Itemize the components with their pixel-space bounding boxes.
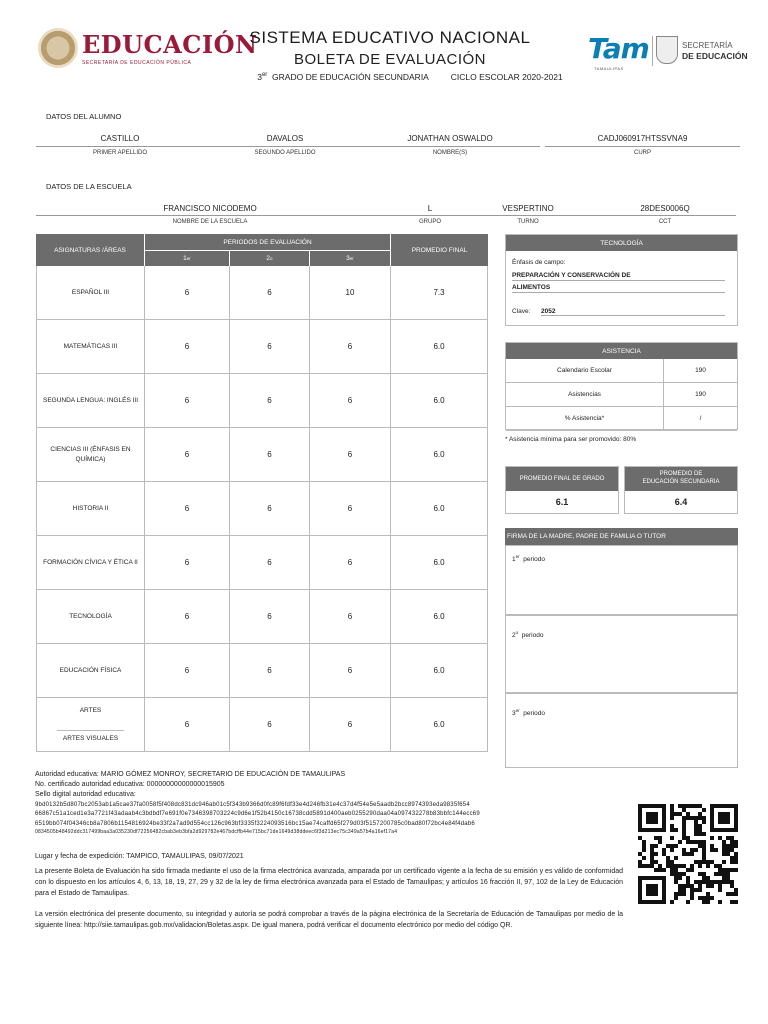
average-cell: 6.0 [391,644,488,698]
period-3-sup: er [349,256,354,261]
average-cell: 6.0 [391,320,488,374]
educacion-label: DE EDUCACIÓN [682,51,748,61]
signature-period-1-label [512,554,545,563]
period-3-cell: 6 [310,536,391,590]
subject-name: FORMACIÓN CÍVICA Y ÉTICA II [43,558,138,566]
subject-subarea: ARTES VISUALES [57,730,124,743]
period-1-cell: 6 [145,428,230,482]
period-2-cell: 6 [230,536,310,590]
group-label: GRUPO [418,219,441,225]
legal-paragraph-2: La versión electrónica del presente documento, su integridad y autoría se podrá comprobar a través de la página electrónica de la Secretaría de Educación de Tamaulipas por medio de la siguiente línea: http://siie.tamaulipas.gob.mx/validacion/Boletas.aspx. De igual manera, podrá verificar el documento electrónico por medio del código QR. [35,911,623,929]
attendance-title: ASISTENCIA [506,343,737,359]
period-1-header [145,251,230,266]
period-2-sup: o [270,256,273,261]
sig1-text: periodo [523,556,545,564]
student-section-label: DATOS DEL ALUMNO [46,112,122,121]
shift-label: TURNO [517,219,539,225]
sig2-sup: o [515,630,519,635]
period-3-num: 3 [346,255,350,262]
period-2-cell: 6 [230,266,310,320]
subject-cell [36,482,145,536]
page-subtitle: BOLETA DE EVALUACIÓN [294,51,486,68]
signature-title: FIRMA DE LA MADRE, PADRE DE FAMILIA O TUTOR [505,528,738,545]
first-surname-label: PRIMER APELLIDO [92,150,148,156]
key-value: 2052 [541,308,725,316]
period-3-cell: 6 [310,590,391,644]
subject-cell [36,590,145,644]
subject-name: MATEMÁTICAS III [63,342,118,350]
sig2-text: periodo [521,632,544,640]
period-3-cell: 6 [310,320,391,374]
logo-education-word: EDUCACIÓN [82,30,258,59]
logo-divider [652,36,653,66]
average-cell: 7.3 [391,266,488,320]
key-label: Clave: [512,308,531,315]
grade-cycle-line [220,72,600,82]
period-3-cell: 6 [310,698,391,752]
digital-seal-line-3: 6519bb074f04346cb8a7806b1154816924be33f2a7ad9d554cc126c963bf3335f3224093516bc15ae74caffd65f279d03f5157200785c0bad80f72bc4e84f4dab6 [35,820,475,827]
period-3-cell: 10 [310,266,391,320]
school-cycle: CICLO ESCOLAR 2020-2021 [450,72,563,82]
digital-seal-line-1: 9bd0132b5d807bc2053ab1a5cae37fa0058f5f408dc831dc946ab01c5f343b9366d0fc89f6fdf33e4d246fb31e4c37d4f54e5e5aadb2bcc8974393eda9835f654 [35,802,470,808]
state-shield-icon [656,36,678,64]
average-cell: 6.0 [391,428,488,482]
grade-average-box [505,466,619,514]
period-3-cell: 6 [310,374,391,428]
sig3-sup: er [515,708,520,713]
attendance-value: 190 [664,383,737,407]
secondary-average-value: 6.4 [674,497,688,507]
footer-authority-block [35,770,625,800]
secretaria-label: SECRETARÍA [682,41,733,50]
tamaulipas-logo [588,30,748,74]
signature-period-3[interactable] [505,693,738,768]
period-2-cell: 6 [230,374,310,428]
grade-average-value: 6.1 [555,497,569,507]
authority-line: Autoridad educativa: MARIO GÓMEZ MONROY, SECRETARIO DE EDUCACIÓN DE TAMAULIPAS [35,771,346,778]
period-1-cell: 6 [145,644,230,698]
given-names: JONATHAN OSWALDO [407,134,493,143]
cct-label: CCT [658,219,672,225]
technology-title: TECNOLOGÍA [506,235,737,251]
period-2-header [230,251,310,266]
school-section-label: DATOS DE LA ESCUELA [46,182,132,191]
subject-name: SEGUNDA LENGUA: INGLÉS III [43,396,138,404]
subject-name: HISTORIA II [72,504,109,512]
tam-logo-sub: TAMAULIPAS [594,66,624,71]
period-2-cell: 6 [230,590,310,644]
period-1-cell: 6 [145,266,230,320]
given-names-label: NOMBRE(S) [432,150,468,156]
mexico-seal-icon [38,28,78,68]
periods-header: PERIODOS DE EVALUACIÓN [145,234,391,251]
legal-paragraph-1: La presente Boleta de Evaluación ha sido firmada mediante el uso de la firma electrónica avanzada, amparada por un certificado vigente a la fecha de su emisión y es válido de conformidad con lo dispuesto en los artículos 4, 6, 13, 18, 19, 27, 29 y 32 de la ley de firma electrónica avanzada para el Estado de Tamaulipas; y artículos 16 fracción II, 97, 102 de la Ley de Educación para el Estado de Tamaulipas. [35,868,623,897]
signature-box [505,528,738,768]
subject-cell [36,266,145,320]
period-1-cell: 6 [145,698,230,752]
subject-cell [36,374,145,428]
qr-code-icon[interactable] [638,804,738,904]
average-cell: 6.0 [391,698,488,752]
period-2-cell: 6 [230,320,310,374]
school-rule [36,215,736,216]
secondary-average-label-2: EDUCACIÓN SECUNDARIA [642,479,720,485]
subject-cell [36,644,145,698]
period-2-cell: 6 [230,644,310,698]
average-header: PROMEDIO FINAL [391,234,488,266]
page-title: SISTEMA EDUCATIVO NACIONAL [249,28,531,47]
subjects-header: ASIGNATURAS /ÁREAS [36,234,145,266]
sig3-num: 3 [512,710,516,718]
period-1-sup: er [186,256,191,261]
subject-name: CIENCIAS III (ÉNFASIS EN QUÍMICA) [50,446,131,463]
period-2-cell: 6 [230,698,310,752]
attendance-box [505,342,738,430]
period-3-cell: 6 [310,482,391,536]
grades-table [36,234,488,754]
subject-cell [36,536,145,590]
first-surname: CASTILLO [100,134,140,143]
second-surname-label: SEGUNDO APELLIDO [254,150,316,156]
attendance-value: / [664,407,737,431]
cct-value: 28DES0006Q [640,204,690,213]
period-3-cell: 6 [310,644,391,698]
focus-line-2: ALIMENTOS [512,284,725,293]
signature-period-2-label [512,630,543,639]
secondary-average-header [625,467,737,491]
subject-name: ARTES [79,707,102,715]
period-2-num: 2 [266,255,271,262]
curp-rule [545,146,740,147]
average-cell: 6.0 [391,536,488,590]
digital-seal [35,801,625,837]
subject-name: EDUCACIÓN FÍSICA [59,666,122,674]
sig1-sup: er [515,554,520,559]
seal-label: Sello digital autoridad educativa: [35,791,136,799]
focus-line-1: PREPARACIÓN Y CONSERVACIÓN DE [512,272,725,281]
subject-cell [36,428,145,482]
period-1-cell: 6 [145,482,230,536]
period-1-cell: 6 [145,590,230,644]
grade-sup: er [261,72,268,79]
digital-seal-line-2: 66867c51a1ced1e3a7721f43adaab4c3bdbdf7e691f0e7346398703224c9d6e1f52b4150c16738cdd5891d400aeb0255290daa04a097432278b83bbfc144ecc69 [35,811,480,818]
secondary-average-label-1: PROMEDIO DE [659,471,703,478]
grade-average-label: PROMEDIO FINAL DE GRADO [506,467,618,491]
period-2-cell: 6 [230,428,310,482]
attendance-label: Calendario Escolar [506,359,664,383]
sig1-num: 1 [512,556,516,564]
second-surname: DAVALOS [266,134,304,143]
signature-period-3-label [512,708,545,717]
shift-value: VESPERTINO [502,204,554,213]
technology-box [505,234,738,326]
tam-logo-word: Tam [588,32,649,65]
curp-label: CURP [633,150,651,156]
period-3-cell: 6 [310,428,391,482]
certificate-line: No. certificado autoridad educativa: 00000000000000015905 [35,781,225,789]
subject-name: ESPAÑOL III [71,288,110,296]
focus-label: Énfasis de campo: [512,259,566,266]
period-3-header [310,251,391,266]
period-1-num: 1 [183,255,187,262]
subject-cell [36,320,145,374]
subject-name: TECNOLOGÍA [69,612,112,620]
average-cell: 6.0 [391,590,488,644]
digital-seal-line-4: 0834505b48492ddc317499baa3a035230df72256482cbab3eb3bfa2d929782e467bdcffb44e715bc71de1649d38ddeec6f3d213ec75c349a57b4a16ef17a4 [35,828,398,835]
period-1-cell: 6 [145,320,230,374]
logo-education-sub: SECRETARÍA DE EDUCACIÓN PÚBLICA [82,60,192,66]
signature-period-1[interactable] [505,545,738,615]
attendance-label: % Asistencia* [506,407,664,431]
student-rule [36,146,540,147]
period-1-cell: 6 [145,374,230,428]
signature-period-2[interactable] [505,615,738,693]
sig2-num: 2 [512,632,516,640]
attendance-label: Asistencias [506,383,664,407]
period-1-cell: 6 [145,536,230,590]
period-2-cell: 6 [230,482,310,536]
grade-number: 3 [257,72,262,82]
attendance-note: * Asistencia mínima para ser promovido: 80% [505,436,637,443]
school-name-label: NOMBRE DE LA ESCUELA [172,219,248,225]
average-cell: 6.0 [391,482,488,536]
attendance-value: 190 [664,359,737,383]
grade-text: GRADO DE EDUCACIÓN SECUNDARIA [272,72,429,82]
sep-logo [34,26,258,74]
issue-place-date: Lugar y fecha de expedición: TAMPICO, TAMAULIPAS, 09/07/2021 [35,853,244,860]
average-cell: 6.0 [391,374,488,428]
secondary-average-box [624,466,738,514]
school-name: FRANCISCO NICODEMO [163,204,257,213]
curp-value: CADJ060917HTSSVNA9 [597,134,688,143]
group-value: L [427,204,433,213]
subject-cell [36,698,145,752]
sig3-text: periodo [523,710,545,718]
